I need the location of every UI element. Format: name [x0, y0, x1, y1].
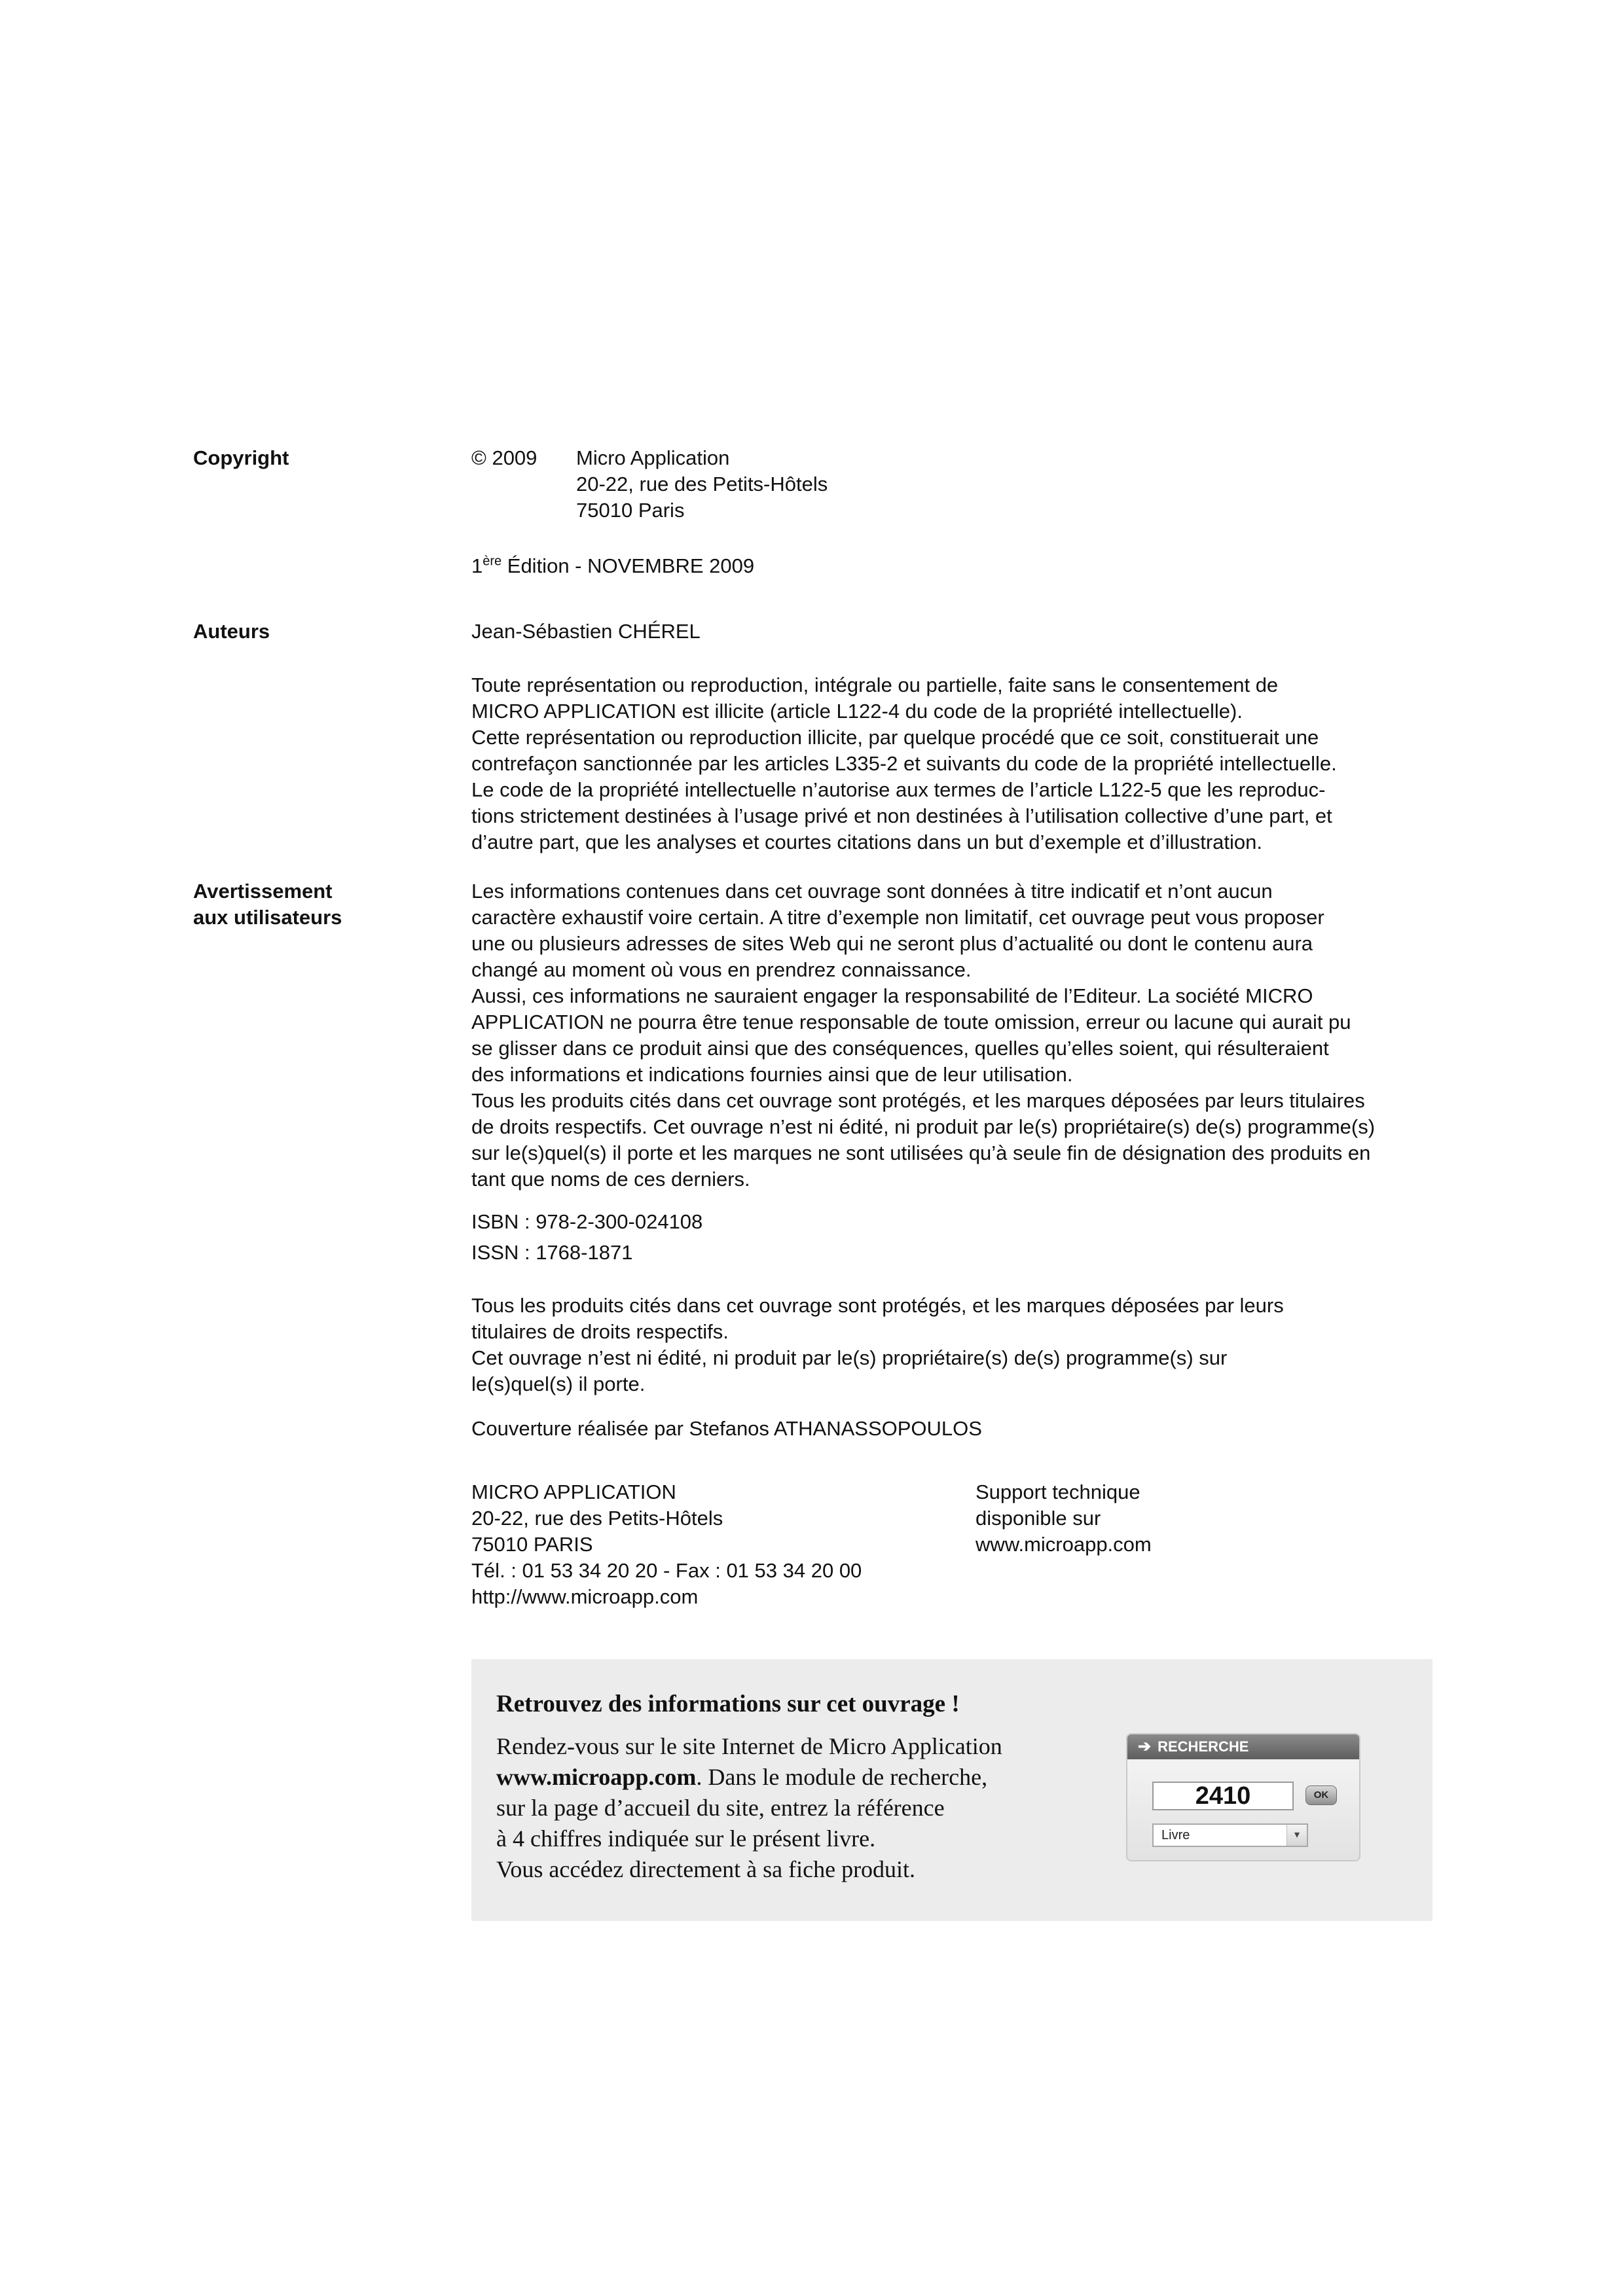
cover-credit: Couverture réalisée par Stefanos ATHANASSOPOULOS [471, 1417, 982, 1440]
legal-line: Cette représentation ou reproduction illicite, par quelque procédé que ce soit, constituerait une [471, 726, 1319, 749]
label-avertissement-line2: aux utilisateurs [193, 906, 342, 929]
publisher-phone: Tél. : 01 53 34 20 20 - Fax : 01 53 34 20 00 [471, 1559, 862, 1582]
trademark-notice [471, 1293, 1432, 1397]
trademark-line: Tous les produits cités dans cet ouvrage sont protégés, et les marques déposées par leurs [471, 1294, 1284, 1317]
warning-line: caractère exhaustif voire certain. A titre d’exemple non limitatif, cet ouvrage peut vous proposer [471, 906, 1324, 929]
support-line: Support technique [976, 1480, 1140, 1503]
isbn: ISBN : 978-2-300-024108 [471, 1210, 703, 1233]
trademark-line: le(s)quel(s) il porte. [471, 1372, 646, 1395]
legal-line: contrefaçon sanctionnée par les articles L335-2 et suivants du code de la propriété intellectuelle. [471, 752, 1337, 775]
copyright-address-line: 75010 Paris [576, 499, 685, 522]
promo-box [471, 1659, 1432, 1921]
legal-line: tions strictement destinées à l’usage privé et non destinées à l’utilisation collective d’une part, et [471, 804, 1332, 827]
warning-line: des informations et indications fournies ainsi que de leur utilisation. [471, 1063, 1073, 1086]
publisher-contact [471, 1479, 862, 1610]
reference-input[interactable]: 2410 [1152, 1782, 1294, 1810]
warning-line: tant que noms de ces derniers. [471, 1168, 750, 1191]
warning-line: Tous les produits cités dans cet ouvrage sont protégés, et les marques déposées par leurs titulaires [471, 1089, 1365, 1112]
promo-line: Vous accédez directement à sa fiche produit. [496, 1856, 916, 1882]
category-select[interactable] [1152, 1823, 1308, 1847]
publisher-street: 20-22, rue des Petits-Hôtels [471, 1507, 723, 1530]
promo-title: Retrouvez des informations sur cet ouvrage ! [496, 1691, 960, 1717]
publisher-city: 75010 PARIS [471, 1533, 593, 1556]
copyright-year: © 2009 [471, 446, 538, 469]
label-avertissement-line1: Avertissement [193, 880, 333, 903]
edition-number: 1 [471, 554, 483, 577]
support-line: disponible sur [976, 1507, 1101, 1530]
search-widget-title: RECHERCHE [1158, 1738, 1249, 1755]
warning-line: sur le(s)quel(s) il porte et les marques ne sont utilisées qu’à seule fin de désignation des produits en [471, 1141, 1371, 1164]
support-info [976, 1479, 1152, 1558]
label-avertissement [193, 878, 342, 931]
edition-text: Édition - NOVEMBRE 2009 [501, 554, 755, 577]
promo-line-rest: . Dans le module de recherche, [696, 1764, 988, 1790]
label-copyright: Copyright [193, 446, 289, 469]
category-select-value: Livre [1161, 1828, 1190, 1842]
promo-text [496, 1731, 1002, 1885]
warning-line: Aussi, ces informations ne sauraient engager la responsabilité de l’Editeur. La société MICRO [471, 984, 1313, 1007]
user-warning [471, 878, 1432, 1193]
legal-line: d’autre part, que les analyses et courtes citations dans un but d’exemple et d’illustration. [471, 831, 1262, 853]
warning-line: se glisser dans ce produit ainsi que des conséquences, quelles qu’elles soient, qui résulteraient [471, 1037, 1329, 1060]
legal-line: MICRO APPLICATION est illicite (article L122-4 du code de la propriété intellectuelle). [471, 700, 1243, 723]
search-widget [1126, 1733, 1360, 1861]
arrow-right-icon: ➔ [1138, 1738, 1152, 1755]
copyright-address-line: Micro Application [576, 446, 730, 469]
copyright-address-line: 20-22, rue des Petits-Hôtels [576, 473, 828, 495]
issn: ISSN : 1768-1871 [471, 1241, 633, 1264]
promo-website-link[interactable]: www.microapp.com [496, 1764, 697, 1790]
promo-line: à 4 chiffres indiquée sur le présent livre. [496, 1825, 876, 1852]
warning-line: changé au moment où vous en prendrez connaissance. [471, 958, 972, 981]
support-website-link[interactable]: www.microapp.com [976, 1533, 1152, 1556]
edition-line [471, 553, 754, 579]
warning-line: une ou plusieurs adresses de sites Web qui ne seront plus d’actualité ou dont le contenu aura [471, 932, 1313, 955]
promo-line [496, 1762, 1002, 1793]
trademark-line: titulaires de droits respectifs. [471, 1320, 729, 1343]
trademark-line: Cet ouvrage n’est ni édité, ni produit par le(s) propriétaire(s) de(s) programme(s) sur [471, 1346, 1228, 1369]
authors: Jean-Sébastien CHÉREL [471, 620, 701, 643]
warning-line: APPLICATION ne pourra être tenue responsable de toute omission, erreur ou lacune qui aurait pu [471, 1011, 1351, 1033]
search-widget-header [1127, 1734, 1359, 1759]
promo-line: sur la page d’accueil du site, entrez la référence [496, 1795, 945, 1821]
publisher-name: MICRO APPLICATION [471, 1480, 676, 1503]
label-auteurs: Auteurs [193, 620, 270, 643]
edition-superscript: ère [483, 554, 502, 569]
promo-line: Rendez-vous sur le site Internet de Micro Application [496, 1733, 1002, 1759]
warning-line: de droits respectifs. Cet ouvrage n’est ni édité, ni produit par le(s) propriétaire(s) de(s) programme(s) [471, 1115, 1376, 1138]
copyright-address [576, 445, 828, 524]
warning-line: Les informations contenues dans cet ouvrage sont données à titre indicatif et n’ont aucun [471, 880, 1273, 903]
ok-button[interactable]: OK [1305, 1785, 1337, 1805]
publisher-website-link[interactable]: http://www.microapp.com [471, 1585, 699, 1608]
legal-notice [471, 672, 1432, 855]
legal-line: Toute représentation ou reproduction, intégrale ou partielle, faite sans le consentement de [471, 673, 1279, 696]
legal-line: Le code de la propriété intellectuelle n’autorise aux termes de l’article L122-5 que les reproduc- [471, 778, 1326, 801]
chevron-down-icon[interactable]: ▾ [1286, 1825, 1307, 1846]
